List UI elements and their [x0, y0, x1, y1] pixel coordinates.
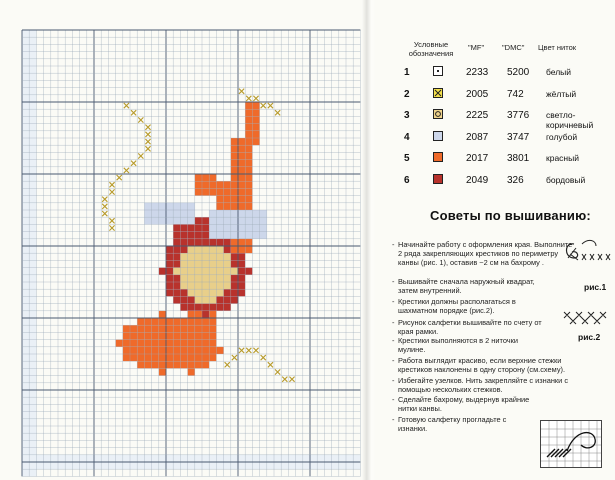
- dmc-code: 742: [507, 88, 524, 100]
- tip-item: - Работа выглядит красиво, если верхние стежки крестиков наклонены в одну сторону (см.схему).: [398, 356, 578, 374]
- tip-item: - Начинайте работу с оформления края. Выполните 2 ряда закрепляющих крестиков по периметру канвы (рис. 1), оставив ~2 см на бахрому .: [398, 240, 573, 267]
- legend-number: 5: [404, 153, 410, 164]
- header-mf: "MF": [468, 43, 485, 52]
- legend-row: [378, 129, 615, 147]
- tip-item: - Крестики выполняются в 2 ниточки мулине.: [398, 336, 523, 354]
- legend-row: [378, 172, 615, 190]
- mf-code: 2087: [466, 131, 489, 143]
- mf-code: 2233: [466, 67, 489, 78]
- tip-item: - Рисунок салфетки вышивайте по счету от края рамки.: [398, 318, 548, 336]
- color-swatch: [433, 66, 443, 76]
- legend-row: [378, 107, 615, 130]
- header-symbol: Условные обозначения: [408, 40, 454, 58]
- legend-number: 1: [404, 67, 410, 78]
- color-name: голубой: [546, 131, 578, 142]
- color-swatch: [433, 131, 443, 141]
- color-name: жёлтый: [546, 88, 577, 99]
- header-dmc: "DMC": [502, 43, 525, 52]
- tip-item: - Сделайте бахрому, выдернув крайние нитки канвы.: [398, 395, 533, 413]
- legend-number: 4: [404, 131, 410, 143]
- mf-code: 2225: [466, 110, 489, 121]
- color-swatch: [433, 88, 443, 98]
- color-name: белый: [546, 67, 572, 77]
- legend-number: 3: [404, 110, 410, 121]
- legend-row: [378, 64, 615, 82]
- color-legend-and-tips: [378, 0, 615, 480]
- legend-row: [378, 150, 615, 168]
- mf-code: 2049: [466, 174, 489, 186]
- figure-1-label: рис.1: [584, 282, 607, 292]
- dmc-code: 5200: [507, 67, 530, 78]
- tip-item: - Крестики должны располагаться в шахматном порядке (рис.2).: [398, 297, 548, 315]
- tip-item: - Вышивайте сначала наружный квадрат, затем внутренний.: [398, 277, 548, 295]
- mf-code: 2005: [466, 88, 489, 100]
- color-swatch: [433, 109, 443, 119]
- color-swatch: [433, 174, 443, 184]
- stitch-figure-1-icon: [562, 236, 612, 270]
- color-name: бордовый: [546, 174, 586, 185]
- dmc-code: 326: [507, 174, 524, 186]
- mf-code: 2017: [466, 153, 489, 164]
- tip-item: - Готовую салфетку прогладьте с изнанки.: [398, 415, 528, 433]
- stitch-scheme-figure-icon: [540, 420, 602, 468]
- header-color: Цвет ниток: [538, 43, 577, 52]
- legend-number: 6: [404, 174, 410, 186]
- legend-number: 2: [404, 88, 410, 100]
- figure-2-label: рис.2: [578, 332, 601, 342]
- color-name: красный: [546, 153, 579, 163]
- legend-row: [378, 86, 615, 104]
- color-swatch: [433, 152, 443, 162]
- dmc-code: 3776: [507, 110, 530, 121]
- stitch-figure-2-icon: [562, 310, 610, 326]
- dmc-code: 3747: [507, 131, 530, 143]
- page-fold-shadow: [362, 0, 376, 480]
- dmc-code: 3801: [507, 153, 530, 164]
- tip-item: - Избегайте узелков. Нить закрепляйте с изнанки с помощью нескольких стежков.: [398, 376, 583, 394]
- tips-title: Советы по вышиванию:: [430, 208, 591, 223]
- color-name: светло-коричневый: [546, 110, 594, 130]
